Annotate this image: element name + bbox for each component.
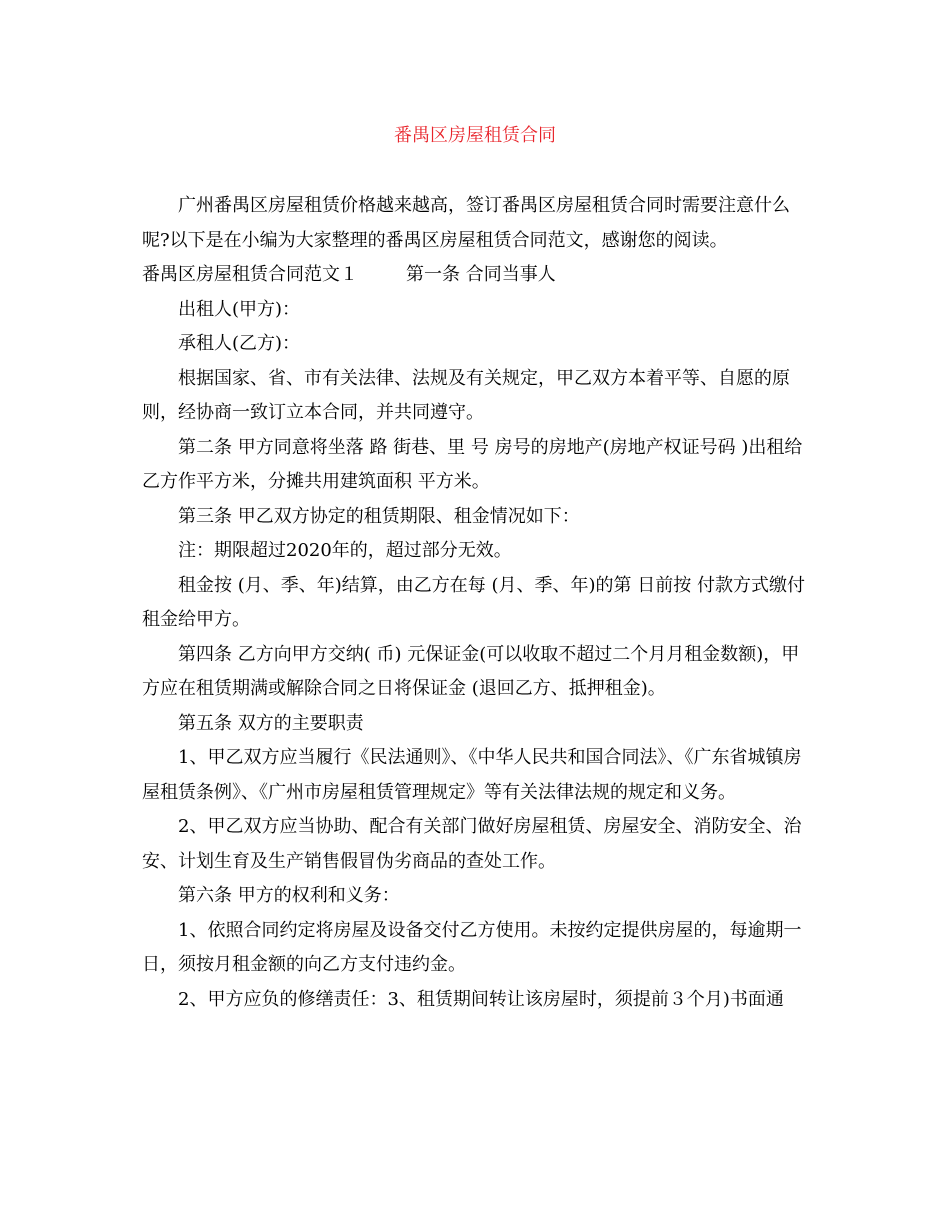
paragraph-rent-payment: 租金按 (月、季、年)结算，由乙方在每 (月、季、年)的第 日前按 付款方式缴付租金给甲方。 <box>142 574 805 630</box>
paragraph-lessor-duty-1: 1、依照合同约定将房屋及设备交付乙方使用。未按约定提供房屋的，每逾期一日，须按月租金额的向乙方支付违约金。 <box>142 919 802 975</box>
paragraph-article-5: 第五条 双方的主要职责 <box>178 712 364 734</box>
paragraph-lessor-duty-2: 2、甲方应负的修缮责任：3、租赁期间转让该房屋时，须提前３个月)书面通 <box>178 988 784 1010</box>
paragraph-duty-2: 2、甲乙双方应当协助、配合有关部门做好房屋租赁、房屋安全、消防安全、治安、计划生育及生产销售假冒伪劣商品的查处工作。 <box>142 816 802 872</box>
paragraph-article-4: 第四条 乙方向甲方交纳( 币) 元保证金(可以收取不超过二个月月租金数额)，甲方应在租赁期满或解除合同之日将保证金 (退回乙方、抵押租金)。 <box>142 643 800 699</box>
paragraph-note: 注：期限超过2020年的，超过部分无效。 <box>178 540 512 561</box>
article-1-heading: 第一条 合同当事人 <box>406 264 556 285</box>
paragraph-lessee: 承租人(乙方)： <box>178 333 301 354</box>
paragraph-lessor: 出租人(甲方)： <box>178 298 301 320</box>
intro-paragraph: 广州番禺区房屋租赁价格越来越高，签订番禺区房屋租赁合同时需要注意什么呢?以下是在小编为大家整理的番禺区房屋租赁合同范文，感谢您的阅读。 <box>142 195 790 251</box>
document-title: 番禺区房屋租赁合同 <box>394 125 556 146</box>
paragraph-article-3: 第三条 甲乙双方协定的租赁期限、租金情况如下： <box>178 505 580 527</box>
paragraph-basis: 根据国家、省、市有关法律、法规及有关规定，甲乙双方本着平等、自愿的原则，经协商一致订立本合同，并共同遵守。 <box>142 367 790 423</box>
paragraph-duty-1: 1、甲乙双方应当履行《民法通则》、《中华人民共和国合同法》、《广东省城镇房屋租赁条例》、《广州市房屋租赁管理规定》等有关法律法规的规定和义务。 <box>142 747 802 803</box>
paragraph-article-6: 第六条 甲方的权利和义务： <box>178 885 400 906</box>
paragraph-article-2: 第二条 甲方同意将坐落 路 街巷、里 号 房号的房地产(房地产权证号码 )出租给乙方作平方米，分摊共用建筑面积 平方米。 <box>142 436 803 492</box>
document-body <box>142 189 810 1017</box>
section-heading-line <box>142 258 810 293</box>
section-heading: 番禺区房屋租赁合同范文１ <box>142 264 358 285</box>
